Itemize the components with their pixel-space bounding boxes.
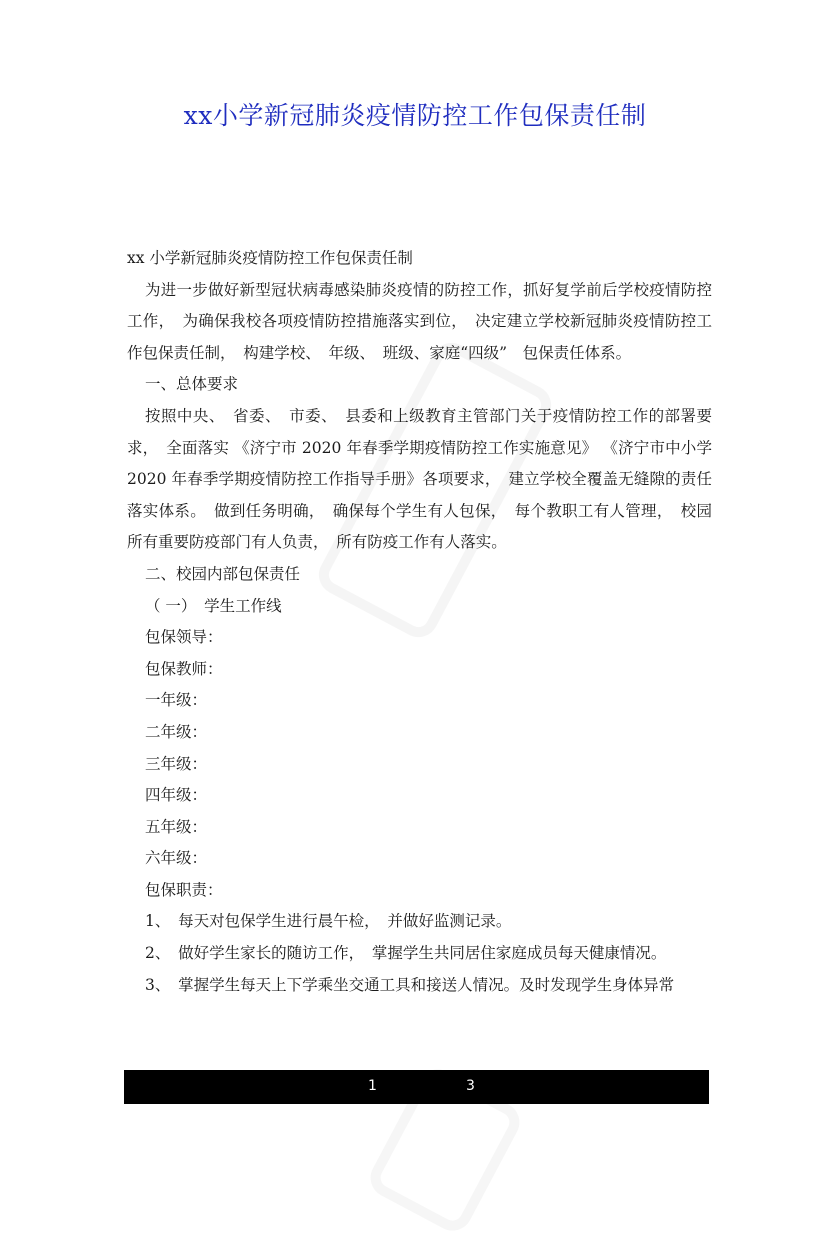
section-heading-general: 一、总体要求	[145, 375, 239, 394]
duty-item-1: 1、 每天对包保学生进行晨午检， 并做好监测记录。	[145, 912, 512, 931]
list-item-teacher: 包保教师：	[145, 659, 223, 678]
document-title: xx小学新冠肺炎疫情防控工作包保责任制	[183, 101, 647, 130]
list-item-grade-3: 三年级：	[145, 754, 208, 773]
list-item-leader: 包保领导：	[145, 628, 223, 647]
page-number-total: 3	[466, 1078, 475, 1094]
list-item-duties: 包保职责：	[145, 880, 223, 899]
list-item-grade-5: 五年级：	[145, 817, 208, 836]
page-number-current: 1	[368, 1078, 377, 1094]
list-item-grade-1: 一年级：	[145, 691, 208, 710]
intro-paragraph: 为进一步做好新型冠状病毒感染肺炎疫情的防控工作，抓好复学前后学校疫情防控工作， 为确保我校各项疫情防控措施落实到位， 决定建立学校新冠肺炎疫情防控工作包保责任制， 构建学校、 年级、 班级、家庭“四级” 包保责任体系。	[127, 280, 712, 362]
list-item-grade-4: 四年级：	[145, 786, 208, 805]
document-subtitle: xx 小学新冠肺炎疫情防控工作包保责任制	[127, 249, 413, 267]
section-heading-campus: 二、校园内部包保责任	[145, 564, 301, 583]
subsection-heading-students: （ 一） 学生工作线	[145, 596, 282, 615]
document-body	[127, 243, 712, 1001]
page-footer-bar	[124, 1070, 709, 1104]
list-item-grade-6: 六年级：	[145, 849, 208, 868]
duty-item-3: 3、 掌握学生每天上下学乘坐交通工具和接送人情况。及时发现学生身体异常	[145, 975, 675, 994]
duty-item-2: 2、 做好学生家长的随访工作， 掌握学生共同居住家庭成员每天健康情况。	[145, 944, 667, 963]
list-item-grade-2: 二年级：	[145, 722, 208, 741]
general-requirements-paragraph: 按照中央、 省委、 市委、 县委和上级教育主管部门关于疫情防控工作的部署要求， 全面落实 《济宁市 2020 年春季学期疫情防控工作实施意见》 《济宁市中小学 2020 年春季学期疫情防控工作指导手册》各项要求， 建立学校全覆盖无缝隙的责任落实体系。 做到任务明确， 确保每个学生有人包保， 每个教职工有人管理， 校园所有重要防疫部门有人负责， 所有防疫工作有人落实。	[127, 406, 712, 552]
